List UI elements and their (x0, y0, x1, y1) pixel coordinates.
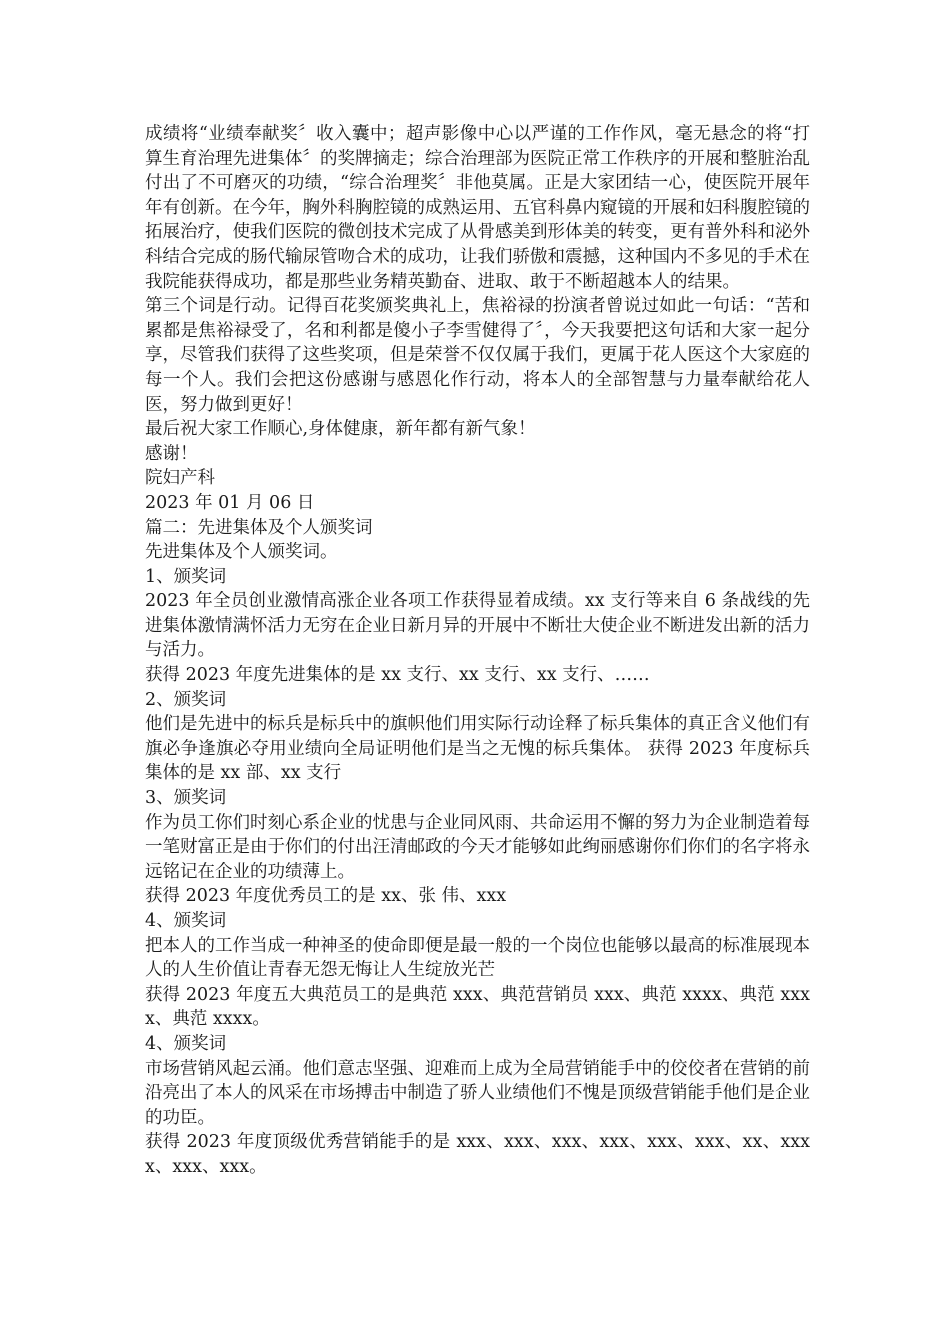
award-text-5: 市场营销风起云涌。他们意志坚强、迎难而上成为全局营销能手中的佼佼者在营销的前沿亮出了本人的风采在市场搏击中制造了骄人业绩他们不愧是顶级营销能手他们是企业的功臣。 (145, 1058, 810, 1128)
signature-date: 2023 年 01 月 06 日 (145, 492, 315, 513)
paragraph-closing-wishes: 最后祝大家工作顺心,身体健康，新年都有新气象！ (145, 419, 536, 440)
document-body (145, 122, 810, 1180)
section-subtitle: 先进集体及个人颁奖词。 (145, 542, 338, 563)
award-heading-5: 4、颁奖词 (145, 1033, 227, 1054)
signature-department: 院妇产科 (145, 468, 215, 489)
paragraph-third-word-action: 第三个词是行动。记得百花奖颁奖典礼上，焦裕禄的扮演者曾说过如此一句话：“苦和累都是焦裕禄受了，名和利都是傻小子李雪健得了〞，今天我要把这句话和大家一起分享，尽管我们获得了这些奖项，但是荣誉不仅仅属于我们，更属于花人医这个大家庭的每一个人。我们会把这份感谢与感恩化作行动，将本人的全部智慧与力量奉献给花人医，努力做到更好！ (145, 296, 810, 415)
award-text-4: 把本人的工作当成一种神圣的使命即便是最一般的一个岗位也能够以最高的标准展现本人的人生价值让青春无怨无悔让人生绽放光芒 (145, 935, 810, 981)
award-winners-1: 获得 2023 年度先进集体的是 xx 支行、xx 支行、xx 支行、…… (145, 665, 650, 686)
section-heading-part-two: 篇二：先进集体及个人颁奖词 (145, 517, 373, 538)
award-heading-4: 4、颁奖词 (145, 911, 227, 931)
award-winners-5: 获得 2023 年度顶级优秀营销能手的是 xxx、xxx、xxx、xxx、xxx、xxx、xx、xxxx、xxx、xxx。 (145, 1132, 810, 1177)
award-heading-2: 2、颁奖词 (145, 689, 227, 710)
award-text-2: 他们是先进中的标兵是标兵中的旗帜他们用实际行动诠释了标兵集体的真正含义他们有旗必争逢旗必夺用业绩向全局证明他们是当之无愧的标兵集体。 获得 2023 年度标兵集体的是 xx 部、xx 支行 (145, 714, 810, 784)
award-heading-1: 1、颁奖词 (145, 566, 227, 587)
award-text-1: 2023 年全员创业激情高涨企业各项工作获得显着成绩。xx 支行等来自 6 条战线的先进集体激情满怀活力无穷在企业日新月异的开展中不断壮大使企业不断进发出新的活力与活力。 (145, 591, 810, 661)
award-heading-3: 3、颁奖词 (145, 788, 227, 809)
paragraph-thanks: 感谢！ (145, 443, 198, 464)
award-text-3: 作为员工你们时刻心系企业的忧患与企业同风雨、共命运用不懈的努力为企业制造着每一笔财富正是由于你们的付出汪清邮政的今天才能够如此绚丽感谢你们你们的名字将永远铭记在企业的功绩薄上。 (145, 812, 810, 882)
award-winners-3: 获得 2023 年度优秀员工的是 xx、张 伟、xxx (145, 886, 507, 907)
award-winners-4: 获得 2023 年度五大典范员工的是典范 xxx、典范营销员 xxx、典范 xxxx、典范 xxxx、典范 xxxx。 (145, 984, 810, 1030)
paragraph-achievements: 成绩将“业绩奉献奖〞收入囊中；超声影像中心以严谨的工作作风，毫无悬念的将“打算生育治理先进集体〞的奖牌摘走；综合治理部为医院正常工作秩序的开展和整脏治乱付出了不可磨灭的功绩，“综合治理奖〞非他莫属。正是大家团结一心，使医院开展年年有创新。在今年，胸外科胸腔镜的成熟运用、五官科鼻内窥镜的开展和妇科腹腔镜的拓展治疗，使我们医院的微创技术完成了从骨感美到形体美的转变，更有普外科和泌外科结合完成的肠代输尿管吻合术的成功，让我们骄傲和震撼，这种国内不多见的手术在我院能获得成功，都是那些业务精英勤奋、进取、敢于不断超越本人的结果。 (145, 124, 810, 292)
